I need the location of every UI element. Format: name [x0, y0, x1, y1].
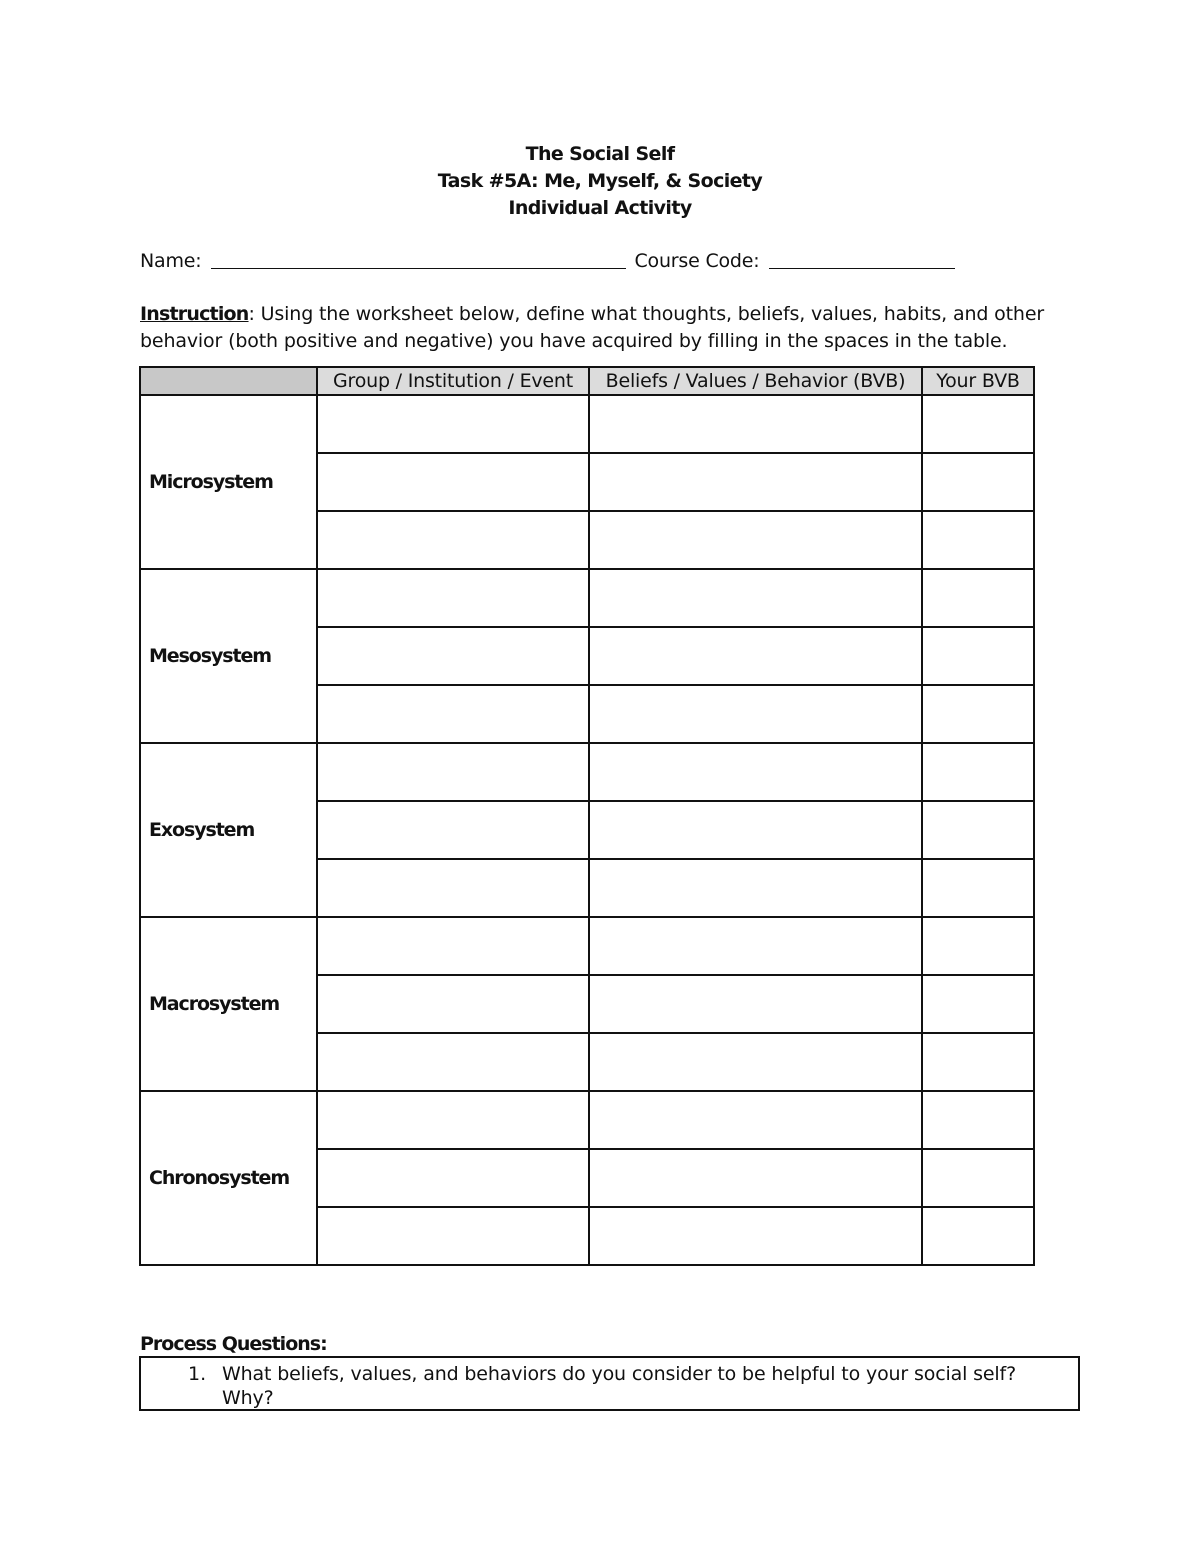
- bvb-cell[interactable]: [589, 1091, 922, 1149]
- bvb-cell[interactable]: [589, 859, 922, 917]
- header-beliefs-values-behavior: Beliefs / Values / Behavior (BVB): [589, 367, 922, 395]
- bvb-cell[interactable]: [589, 743, 922, 801]
- system-label-mesosystem: Mesosystem: [140, 569, 317, 743]
- bvb-cell[interactable]: [589, 917, 922, 975]
- your-bvb-cell[interactable]: [922, 395, 1034, 453]
- bvb-cell[interactable]: [589, 685, 922, 743]
- your-bvb-cell[interactable]: [922, 1207, 1034, 1265]
- your-bvb-cell[interactable]: [922, 1033, 1034, 1091]
- corner-header-cell: [140, 367, 317, 395]
- group-cell[interactable]: [317, 859, 589, 917]
- group-cell[interactable]: [317, 685, 589, 743]
- group-cell[interactable]: [317, 801, 589, 859]
- header-your-bvb: Your BVB: [922, 367, 1034, 395]
- process-questions-label: Process Questions:: [140, 1333, 327, 1355]
- name-label: Name:: [140, 250, 202, 272]
- group-cell[interactable]: [317, 1091, 589, 1149]
- document-title: The Social Self: [525, 143, 675, 165]
- table-row: [140, 917, 1034, 975]
- table-row: [140, 743, 1034, 801]
- course-code-blank[interactable]: [769, 248, 955, 269]
- title-block: [0, 141, 1200, 222]
- system-label-microsystem: Microsystem: [140, 395, 317, 569]
- bvb-cell[interactable]: [589, 569, 922, 627]
- worksheet-table-body: [140, 395, 1034, 1265]
- question-text: What beliefs, values, and behaviors do you consider to be helpful to your social self? Why?: [222, 1363, 1017, 1409]
- bvb-cell[interactable]: [589, 627, 922, 685]
- header-group-institution-event: Group / Institution / Event: [317, 367, 589, 395]
- task-title: Task #5A: Me, Myself, & Society: [437, 170, 763, 192]
- table-header-row: [140, 367, 1034, 395]
- your-bvb-cell[interactable]: [922, 975, 1034, 1033]
- name-blank[interactable]: [211, 248, 626, 269]
- system-label-chronosystem: Chronosystem: [140, 1091, 317, 1265]
- bvb-cell[interactable]: [589, 1207, 922, 1265]
- group-cell[interactable]: [317, 453, 589, 511]
- your-bvb-cell[interactable]: [922, 859, 1034, 917]
- your-bvb-cell[interactable]: [922, 453, 1034, 511]
- table-row: [140, 395, 1034, 453]
- activity-type: Individual Activity: [508, 197, 692, 219]
- your-bvb-cell[interactable]: [922, 917, 1034, 975]
- instruction-text: : Using the worksheet below, define what thoughts, beliefs, values, habits, and other behavior (both positive and negative) you have acquired by filling in the spaces in the table.: [140, 303, 1045, 352]
- table-row: [140, 569, 1034, 627]
- group-cell[interactable]: [317, 917, 589, 975]
- instruction-label: Instruction: [140, 303, 249, 325]
- bvb-cell[interactable]: [589, 801, 922, 859]
- your-bvb-cell[interactable]: [922, 569, 1034, 627]
- bvb-cell[interactable]: [589, 395, 922, 453]
- group-cell[interactable]: [317, 627, 589, 685]
- system-label-exosystem: Exosystem: [140, 743, 317, 917]
- bvb-cell[interactable]: [589, 511, 922, 569]
- group-cell[interactable]: [317, 975, 589, 1033]
- worksheet-table: [139, 366, 1035, 1266]
- your-bvb-cell[interactable]: [922, 685, 1034, 743]
- your-bvb-cell[interactable]: [922, 627, 1034, 685]
- group-cell[interactable]: [317, 511, 589, 569]
- table-row: [140, 1091, 1034, 1149]
- name-course-line: [140, 248, 955, 274]
- group-cell[interactable]: [317, 743, 589, 801]
- your-bvb-cell[interactable]: [922, 743, 1034, 801]
- your-bvb-cell[interactable]: [922, 511, 1034, 569]
- group-cell[interactable]: [317, 1207, 589, 1265]
- group-cell[interactable]: [317, 395, 589, 453]
- group-cell[interactable]: [317, 1149, 589, 1207]
- process-question-box[interactable]: [139, 1356, 1080, 1411]
- your-bvb-cell[interactable]: [922, 801, 1034, 859]
- system-label-macrosystem: Macrosystem: [140, 917, 317, 1091]
- group-cell[interactable]: [317, 1033, 589, 1091]
- bvb-cell[interactable]: [589, 975, 922, 1033]
- bvb-cell[interactable]: [589, 1149, 922, 1207]
- bvb-cell[interactable]: [589, 453, 922, 511]
- group-cell[interactable]: [317, 569, 589, 627]
- bvb-cell[interactable]: [589, 1033, 922, 1091]
- your-bvb-cell[interactable]: [922, 1091, 1034, 1149]
- your-bvb-cell[interactable]: [922, 1149, 1034, 1207]
- question-number: 1.: [188, 1363, 207, 1385]
- instruction-paragraph: [140, 301, 1070, 354]
- course-code-label: Course Code:: [634, 250, 760, 272]
